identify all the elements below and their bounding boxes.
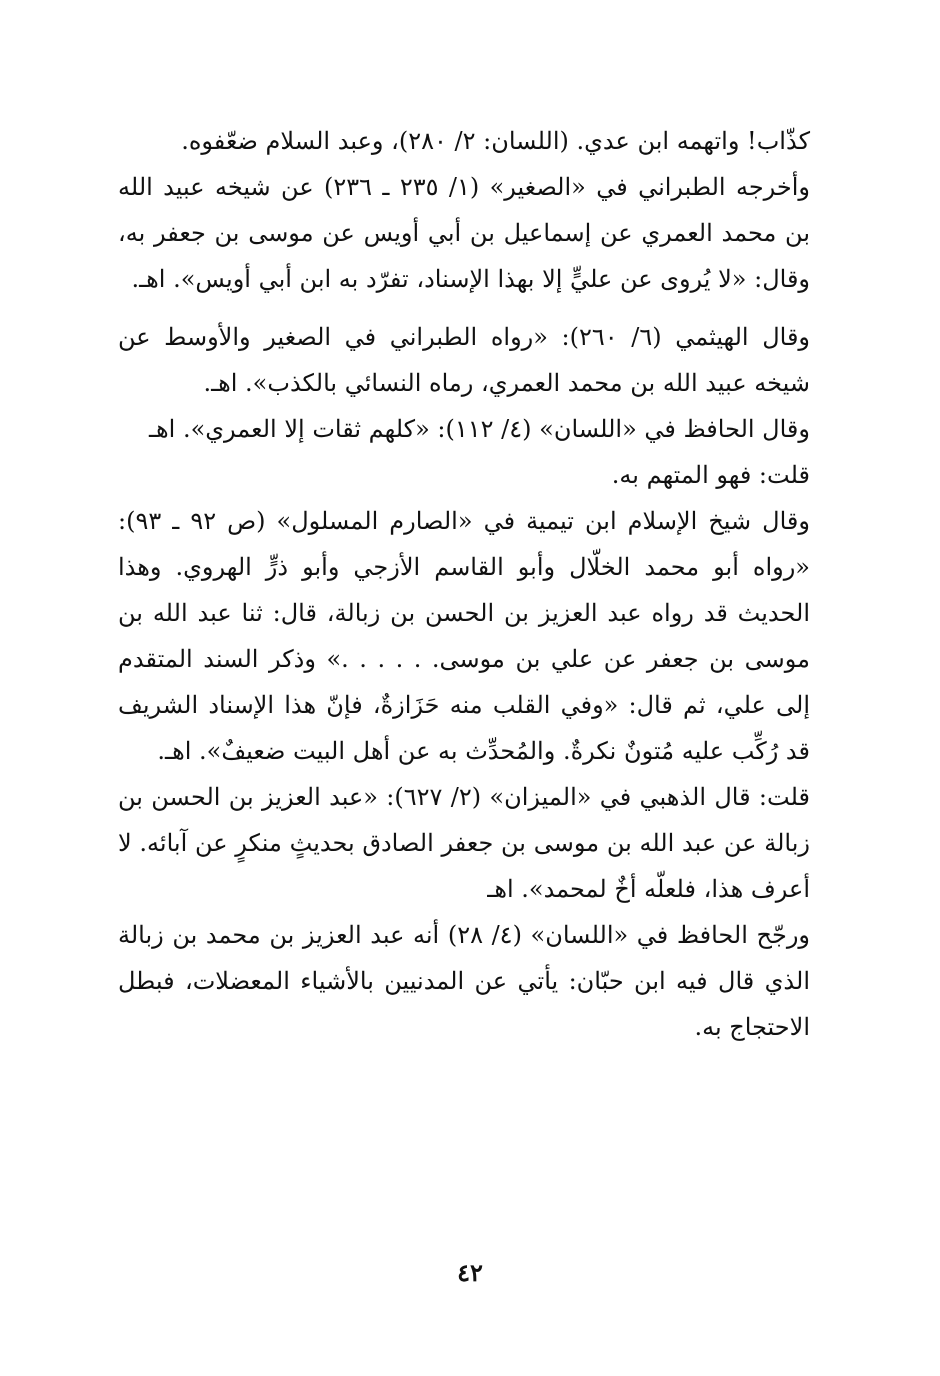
page-body (118, 118, 810, 1050)
paragraph-3: وقال الهيثمي (٦/ ٢٦٠): «رواه الطبراني في الصغير والأوسط عن شيخه عبيد الله بن محمد العمري، رماه النسائي بالكذب». اهـ. (118, 323, 811, 397)
paragraph-1: كذّاب! واتهمه ابن عدي. (اللسان: ٢/ ٢٨٠)، وعبد السلام ضعّفوه. (181, 127, 810, 155)
page-number: ٤٢ (457, 1258, 483, 1287)
paragraph-6: وقال شيخ الإسلام ابن تيمية في «الصارم المسلول» (ص ٩٢ ـ ٩٣): «رواه أبو محمد الخلّال وأبو القاسم الأزجي وأبو ذرٍّ الهروي. وهذا الحديث قد رواه عبد العزيز بن الحسن بن زبالة، قال: ثنا عبد الله بن موسى بن جعفر عن علي بن موسى. . . . . .» وذكر السند المتقدم إلى علي، ثم قال: «وفي القلب منه حَزَازةٌ، فإنّ هذا الإسناد الشريف قد رُكِّب عليه مُتونٌ نكرةٌ. والمُحدِّث به عن أهل البيت ضعيفٌ». اهـ. (118, 507, 810, 765)
paragraph-2: وأخرجه الطبراني في «الصغير» (١/ ٢٣٥ ـ ٢٣٦) عن شيخه عبيد الله بن محمد العمري عن إسماعيل بن أبي أويس عن موسى بن جعفر به، وقال: «لا يُروى عن عليٍّ إلا بهذا الإسناد، تفرّد به ابن أبي أويس». اهـ. (118, 173, 810, 293)
paragraph-8: ورجّح الحافظ في «اللسان» (٤/ ٢٨) أنه عبد العزيز بن محمد بن زبالة الذي قال فيه ابن حبّان: يأتي عن المدنيين بالأشياء المعضلات، فبطل الاحتجاج به. (118, 921, 811, 1041)
paragraph-4: وقال الحافظ في «اللسان» (٤/ ١١٢): «كلهم ثقات إلا العمري». اهـ (148, 415, 810, 443)
paragraph-7: قلت: قال الذهبي في «الميزان» (٢/ ٦٢٧): «عبد العزيز بن الحسن بن زبالة عن عبد الله بن موسى بن جعفر الصادق بحديثٍ منكرٍ عن آبائه. لا أعرف هذا، فلعلّه أخٌ لمحمد». اهـ (118, 783, 810, 903)
paragraph-5: قلت: فهو المتهم به. (611, 461, 810, 489)
